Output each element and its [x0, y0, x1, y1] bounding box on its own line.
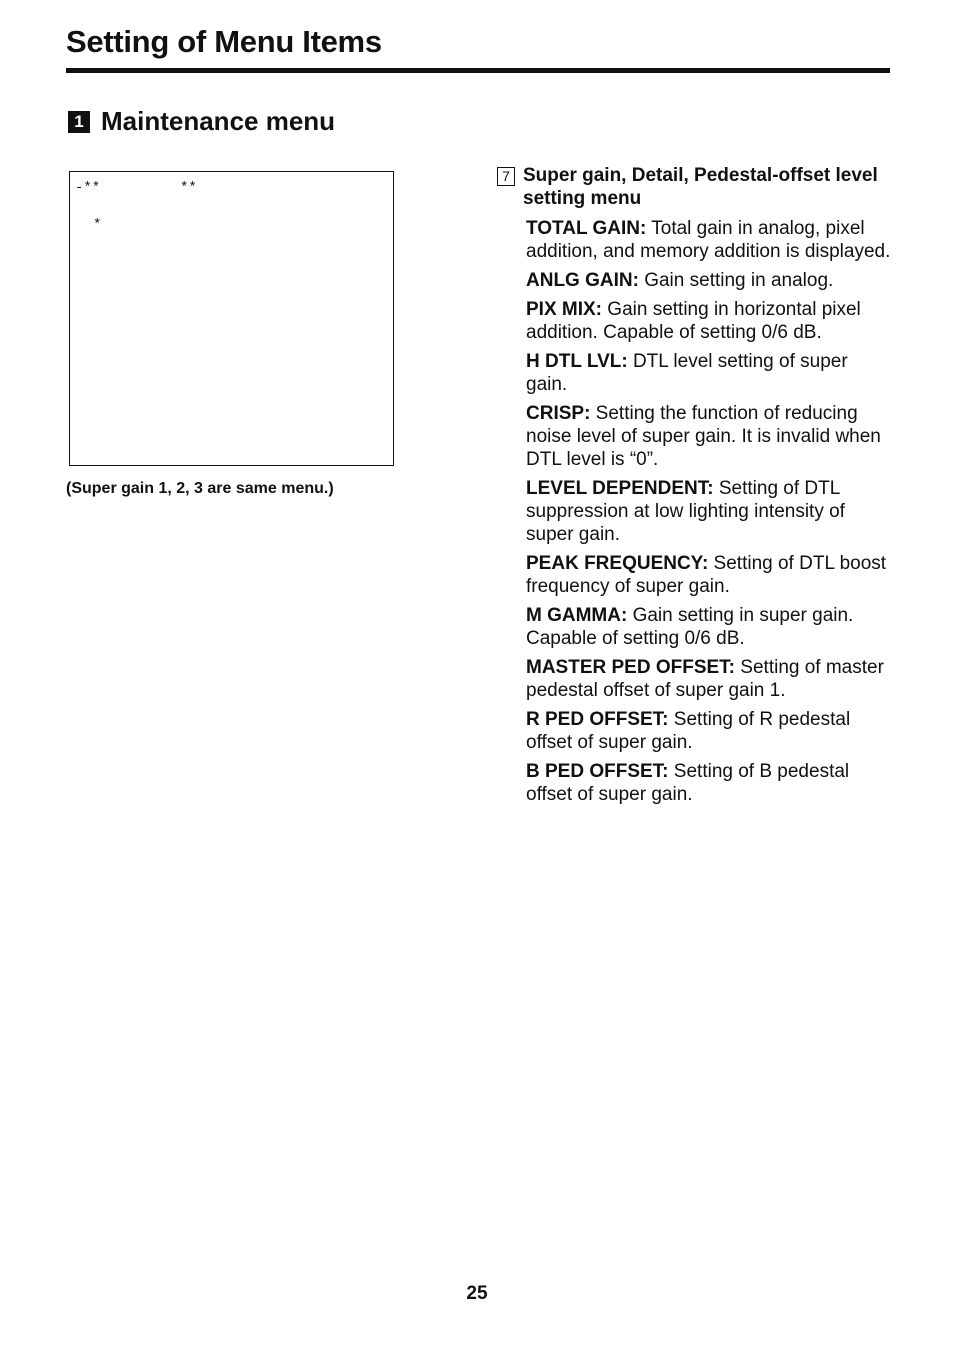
definition-item: [526, 402, 892, 471]
definition-term: PEAK FREQUENCY:: [526, 553, 709, 574]
definition-list: [526, 217, 892, 806]
definition-item: [526, 269, 892, 292]
definition-item: [526, 217, 892, 263]
definition-text: Setting the function of reducing noise level of super gain. It is invalid when DTL level is “0”.: [526, 403, 881, 470]
definition-text: Gain setting in analog.: [638, 270, 834, 291]
definition-item: [526, 552, 892, 598]
menu-mark: **: [180, 180, 197, 196]
definition-text: Total gain in analog, pixel addition, and memory addition is displayed.: [526, 218, 891, 262]
definition-term: PIX MIX:: [526, 299, 603, 320]
subsection-number-box: 7: [497, 167, 515, 186]
definition-text: Setting of DTL suppression at low lighting intensity of super gain.: [526, 478, 845, 545]
definition-item: [526, 656, 892, 702]
section-heading: [68, 106, 335, 137]
menu-screen-box: [69, 171, 394, 466]
menu-mark: -**: [75, 180, 101, 196]
definition-text: Setting of R pedestal offset of super gain.: [526, 709, 851, 753]
definition-term: M GAMMA:: [526, 605, 628, 626]
definition-item: [526, 350, 892, 396]
definition-text: Setting of B pedestal offset of super gain.: [526, 761, 850, 805]
title-rule: [66, 68, 890, 73]
definition-term: LEVEL DEPENDENT:: [526, 478, 714, 499]
definition-item: [526, 708, 892, 754]
definition-text: Gain setting in super gain. Capable of setting 0/6 dB.: [526, 605, 854, 649]
definition-item: [526, 604, 892, 650]
menu-caption: (Super gain 1, 2, 3 are same menu.): [66, 480, 334, 497]
subsection-heading: [497, 164, 892, 210]
subsection-title: Super gain, Detail, Pedestal-offset level setting menu: [523, 165, 878, 209]
definition-term: TOTAL GAIN:: [526, 218, 647, 239]
definition-term: MASTER PED OFFSET:: [526, 657, 736, 678]
section-title: Maintenance menu: [101, 106, 336, 136]
definition-text: Setting of DTL boost frequency of super gain.: [526, 553, 887, 597]
section-number-badge: 1: [68, 111, 90, 133]
definition-term: H DTL LVL:: [526, 351, 628, 372]
page-title: Setting of Menu Items: [66, 24, 382, 59]
menu-mark: *: [93, 217, 102, 233]
definition-text: Setting of master pedestal offset of super gain 1.: [526, 657, 884, 701]
definition-text: Gain setting in horizontal pixel addition. Capable of setting 0/6 dB.: [526, 299, 861, 343]
definition-text: DTL level setting of super gain.: [526, 351, 848, 395]
page-number: 25: [466, 1283, 488, 1304]
definition-term: CRISP:: [526, 403, 591, 424]
definition-term: ANLG GAIN:: [526, 270, 639, 291]
definition-term: R PED OFFSET:: [526, 709, 669, 730]
definition-item: [526, 477, 892, 546]
definition-term: B PED OFFSET:: [526, 761, 669, 782]
right-column: [497, 164, 892, 812]
definition-item: [526, 760, 892, 806]
definition-item: [526, 298, 892, 344]
